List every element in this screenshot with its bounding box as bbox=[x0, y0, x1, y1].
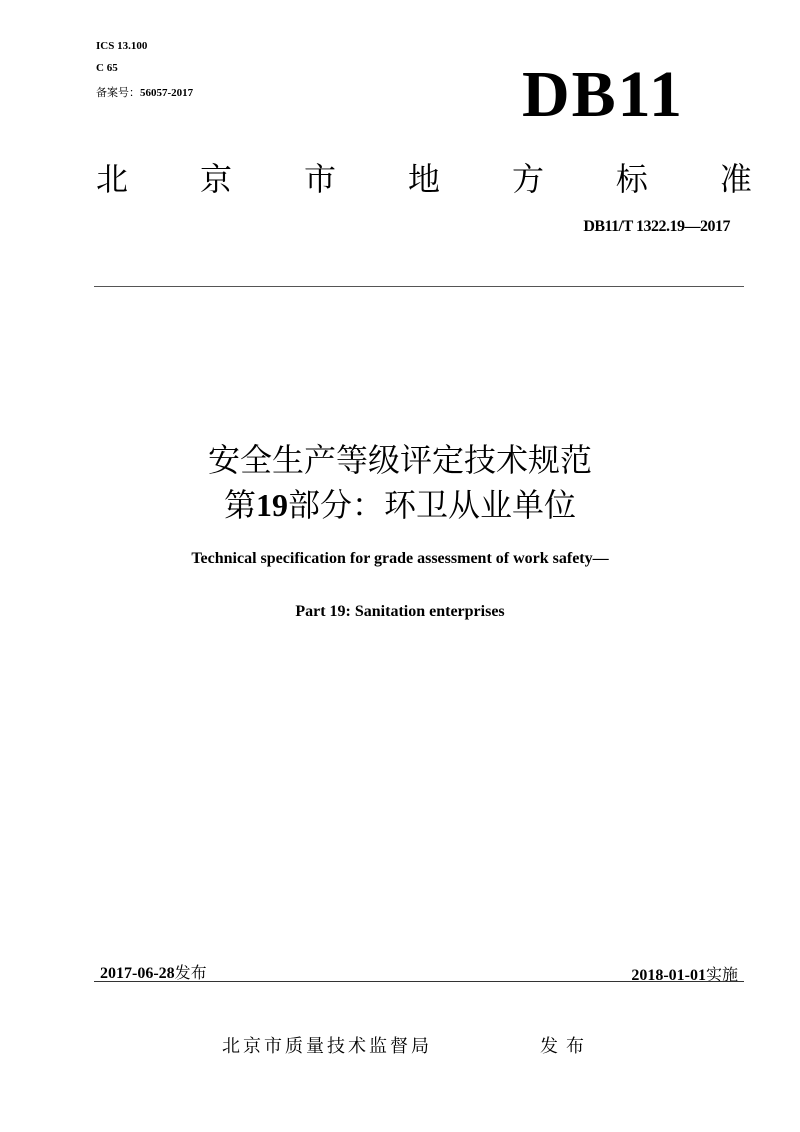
registration-value: 56057-2017 bbox=[140, 87, 194, 99]
issue-date bbox=[100, 960, 207, 983]
issuing-authority: 北京市质量技术监督局 bbox=[222, 1036, 432, 1057]
db11-logo: DB11 bbox=[522, 58, 685, 131]
implementation-date-value: 2018-01-01 bbox=[631, 967, 706, 984]
category-char: 地 bbox=[407, 160, 440, 198]
document-title-line2 bbox=[0, 480, 800, 526]
registration-label: 备案号： bbox=[96, 86, 140, 99]
category-char: 标 bbox=[615, 160, 648, 198]
issuing-action: 发布 bbox=[540, 1036, 592, 1057]
title-part-number: 19 bbox=[256, 487, 288, 523]
english-title-line1: Technical specification for grade assessment of work safety— bbox=[191, 550, 609, 567]
category-char: 准 bbox=[719, 160, 752, 198]
implementation-date-label: 实施 bbox=[705, 965, 738, 984]
header-divider bbox=[94, 286, 744, 287]
standard-number: DB11/T 1322.19—2017 bbox=[583, 218, 730, 235]
category-char: 市 bbox=[303, 160, 336, 198]
category-char: 北 bbox=[96, 160, 129, 198]
issue-date-label: 发布 bbox=[174, 963, 207, 982]
registration-number bbox=[96, 84, 193, 100]
footer-divider bbox=[94, 981, 744, 982]
ics-code: ICS 13.100 bbox=[96, 40, 148, 52]
category-char: 方 bbox=[511, 160, 544, 198]
title-part-suffix: 部分：环卫从业单位 bbox=[288, 486, 577, 524]
standard-category bbox=[96, 152, 752, 202]
ccs-code: C 65 bbox=[96, 62, 118, 74]
category-char: 京 bbox=[199, 160, 232, 198]
document-title-line1: 安全生产等级评定技术规范 bbox=[207, 441, 592, 479]
issue-date-value: 2017-06-28 bbox=[100, 965, 175, 982]
title-part-prefix: 第 bbox=[223, 486, 256, 524]
english-title-line2: Part 19: Sanitation enterprises bbox=[295, 603, 505, 620]
